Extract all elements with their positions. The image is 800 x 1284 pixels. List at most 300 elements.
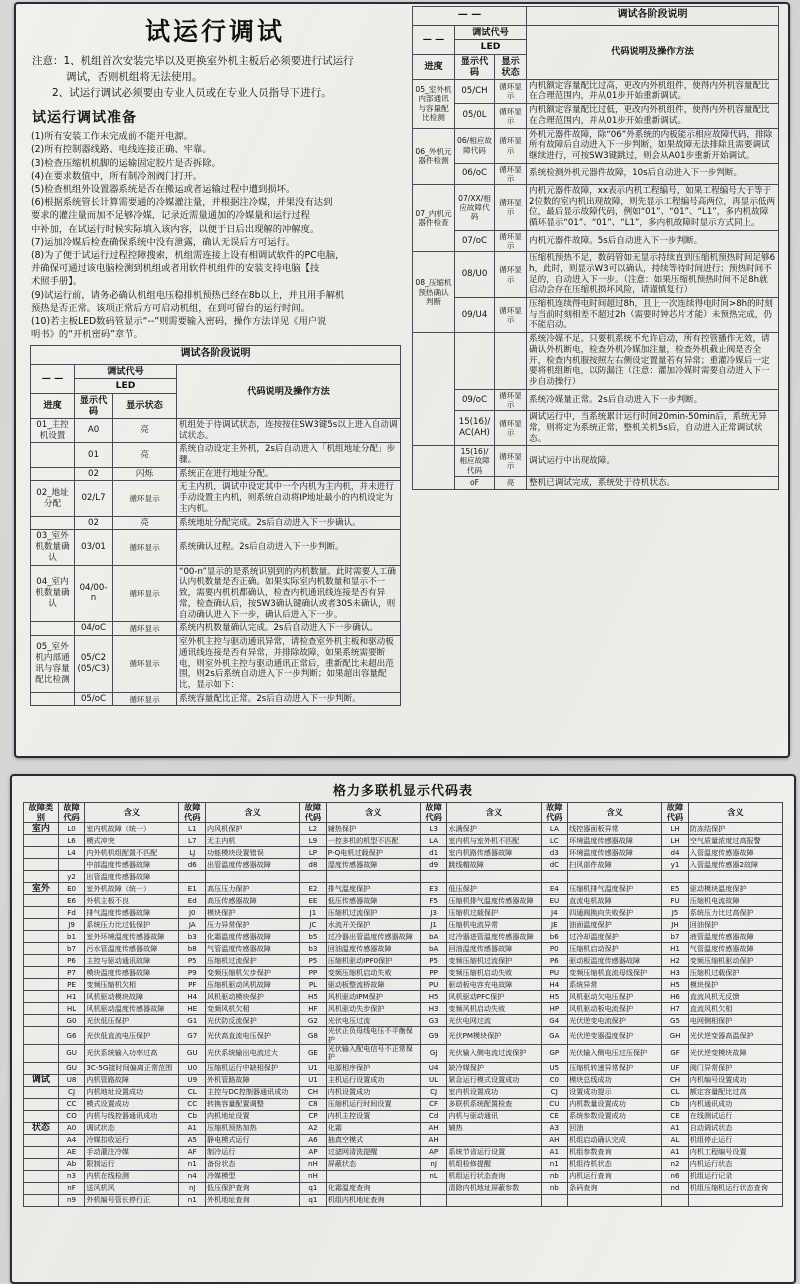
- prep-line: 中补加，在试运行时候实际填入该内容，以便于日后出现解的冲解度。: [31, 223, 320, 235]
- cell-code: J4: [541, 907, 568, 919]
- cell-meaning: 内机数量设置成功: [568, 1098, 662, 1110]
- cell-meaning: 静电模式运行: [206, 1134, 300, 1146]
- cell-meaning: 限制运行: [85, 1158, 179, 1170]
- cell-code: P5: [420, 955, 447, 967]
- cell-code: G4: [541, 1015, 568, 1027]
- cell-desc: 内机元器件故障。5s后自动进入下一步判断。: [527, 230, 779, 251]
- cell-meaning: 变频压缩机过流保护: [447, 955, 541, 967]
- cell-category: [24, 1003, 59, 1015]
- cell-code: GU: [179, 1045, 206, 1063]
- cell-desc: 内机额定容量配比过高，更改内外机组件，使得内外机容量配比在合理范围内，并从01步开始重新调试。: [527, 79, 779, 103]
- cell-stage: 07_内机元器件检查: [413, 184, 455, 251]
- cell-state: 循环显示: [495, 230, 527, 251]
- table-row: [24, 1062, 783, 1074]
- cell-code: LA: [541, 823, 568, 835]
- cell-meaning: 污水管温度传感器故障: [85, 943, 179, 955]
- table-row: [413, 252, 779, 298]
- cell-meaning: 高压压力保护: [206, 883, 300, 895]
- cell-state: 循环显示: [495, 446, 527, 476]
- cell-meaning: 系统节省运行设置: [447, 1146, 541, 1158]
- table-row: [24, 1146, 783, 1158]
- cell-state: 循环显示: [113, 636, 177, 693]
- cell-code: JC: [300, 919, 327, 931]
- col-header-code: 调试代号: [455, 25, 527, 40]
- cell-category: [24, 871, 59, 883]
- cell-code: CL: [179, 1086, 206, 1098]
- cell-code: H1: [58, 991, 85, 1003]
- cell-code: A1: [179, 1122, 206, 1134]
- cell-code: J3: [420, 907, 447, 919]
- cell-code: AP: [300, 1146, 327, 1158]
- prep-line: (5)检查机组外设置器系统是否在搬运或者运输过程中遭到损坏。: [31, 184, 296, 195]
- col-header-code: 故障代码: [179, 803, 206, 823]
- cell-state: 循环显示: [113, 481, 177, 516]
- cell-meaning: 电源相序保护: [326, 1062, 420, 1074]
- cell-category: [24, 955, 59, 967]
- cell-meaning: 系统参数设置成功: [568, 1110, 662, 1122]
- cell-code: P7: [58, 967, 85, 979]
- cell-meaning: 模块保护: [206, 907, 300, 919]
- cell-meaning: 辅热保护: [326, 823, 420, 835]
- cell-meaning: 机组检修提醒: [447, 1158, 541, 1170]
- table-row: [31, 467, 401, 481]
- cell-code: CL: [662, 1086, 689, 1098]
- table-row: [413, 163, 779, 184]
- cell-meaning: 室外环境温度传感器故障: [85, 931, 179, 943]
- cell-meaning: 内机设置成功: [326, 1086, 420, 1098]
- cell-code: H3: [420, 1003, 447, 1015]
- cell-code: 02: [75, 467, 113, 481]
- cell-code: G3: [420, 1015, 447, 1027]
- table-row: [24, 895, 783, 907]
- cell-category: [24, 1086, 59, 1098]
- cell-category: [24, 1194, 59, 1206]
- cell-category: [24, 1062, 59, 1074]
- cell-code: H4: [541, 979, 568, 991]
- cell-code: JA: [179, 919, 206, 931]
- cell-meaning: 排气温度传感器故障: [85, 907, 179, 919]
- cell-meaning: 化霜温度查询: [326, 1182, 420, 1194]
- cell-code: [300, 871, 327, 883]
- cell-code: G1: [179, 1015, 206, 1027]
- cell-code: G9: [420, 1027, 447, 1045]
- cell-meaning: 转换容量配置调整: [206, 1098, 300, 1110]
- cell-code: L0: [58, 823, 85, 835]
- cell-meaning: 室内机故障（统一）: [85, 823, 179, 835]
- cell-meaning: 内机运行查询: [568, 1170, 662, 1182]
- cell-code: G8: [300, 1027, 327, 1045]
- cell-meaning: 驱动板整流桥故障: [326, 979, 420, 991]
- prep-line: (2)所有控制器线路、电线连接正确、牢靠。: [31, 144, 212, 156]
- cell-code: GF: [662, 1045, 689, 1063]
- cell-meaning: 外机主板不良: [85, 895, 179, 907]
- cell-meaning: 水满保护: [447, 823, 541, 835]
- cell-meaning: [447, 871, 541, 883]
- prep-line: 要求的灌注量而加不足够冷媒，记录近需量通加的冷媒量和运行过程: [31, 210, 310, 222]
- cell-code: H5: [662, 979, 689, 991]
- cell-code: 02: [75, 516, 113, 530]
- cell-stage: [31, 692, 75, 706]
- cell-category: [24, 847, 59, 859]
- cell-code: E3: [420, 883, 447, 895]
- table-row: [24, 823, 783, 835]
- col-header-dash: — —: [31, 364, 75, 393]
- cell-meaning: 光伏输入侧电流过流保护: [447, 1045, 541, 1063]
- table-row: [31, 516, 401, 530]
- prep-line: (10)若主板LED数码管显示“--”则需要输入密码，操作方法详见《用户说: [31, 315, 327, 327]
- table-row: [24, 991, 783, 1003]
- cell-meaning: 高压传感器故障: [206, 895, 300, 907]
- cell-meaning: 紧急运行模式设置成功: [447, 1074, 541, 1086]
- cell-category: [24, 1158, 59, 1170]
- cell-state: 循环显示: [495, 252, 527, 298]
- cell-code: PU: [541, 967, 568, 979]
- cell-meaning: 过滤网清洗提醒: [326, 1146, 420, 1158]
- cell-desc: 系统内机数量确认完成。2s后自动进入下一步确认。: [177, 622, 401, 636]
- cell-meaning: 压缩机启动保护: [568, 943, 662, 955]
- cell-state: 循环显示: [495, 389, 527, 410]
- table-row: [24, 1045, 783, 1063]
- cell-meaning: [568, 1194, 662, 1206]
- table-row: [31, 418, 401, 442]
- error-code-table: [23, 802, 783, 1207]
- cell-code: bA: [420, 943, 447, 955]
- cell-meaning: 送风机风: [85, 1182, 179, 1194]
- cell-desc: 外机元器件故障，除“06”外系统的内板能示相应故障代码，排除所有故障后自动进入下一步判断，如果故障无法排除且需要调试继续进行，可按SW3键跳过，则会从A01步重新开始调试。: [527, 128, 779, 163]
- table-row: [413, 104, 779, 128]
- cell-code: nb: [541, 1170, 568, 1182]
- cell-code: n9: [58, 1194, 85, 1206]
- cell-code: nH: [300, 1170, 327, 1182]
- cell-meaning: 在线测试运行: [688, 1110, 782, 1122]
- col-header-code: 故障代码: [58, 803, 85, 823]
- cell-meaning: 光伏输入侧电压过压保护: [568, 1045, 662, 1063]
- cell-meaning: 扫风部件故障: [568, 859, 662, 871]
- cell-category: [24, 943, 59, 955]
- cell-code: PL: [300, 979, 327, 991]
- prep-line: 明书》的“开机密码”章节。: [31, 329, 143, 341]
- cell-code: y2: [58, 871, 85, 883]
- col-header-led: LED: [75, 379, 177, 394]
- cell-code: L2: [300, 823, 327, 835]
- prep-block: [31, 130, 400, 341]
- table-caption: 调试各阶段说明: [31, 346, 401, 365]
- cell-meaning: 变频压缩机直流母线保护: [568, 967, 662, 979]
- cell-meaning: 风机驱动模块保护: [206, 991, 300, 1003]
- cell-code: nd: [662, 1182, 689, 1194]
- cell-code: P0: [541, 943, 568, 955]
- cell-meaning: 机组运行记录: [688, 1170, 782, 1182]
- cell-code: AE: [58, 1146, 85, 1158]
- cell-code: [541, 871, 568, 883]
- cell-code: GA: [541, 1027, 568, 1045]
- cell-code: L4: [58, 847, 85, 859]
- cell-code: E6: [58, 895, 85, 907]
- cell-meaning: 中部温度传感器故障: [85, 859, 179, 871]
- cell-code: EU: [541, 895, 568, 907]
- cell-meaning: 变频压缩机启动失败: [447, 967, 541, 979]
- debug-stage-table-left: [30, 345, 401, 706]
- cell-meaning: 模块总线成功: [568, 1074, 662, 1086]
- table-row: [24, 943, 783, 955]
- table-row: [24, 1015, 783, 1027]
- cell-code: n1: [179, 1158, 206, 1170]
- cell-stage: 06_外机元器件检测: [413, 128, 455, 184]
- table-row: [24, 1098, 783, 1110]
- table-row: [413, 411, 779, 446]
- notice-line: 2、试运行调试必须要由专业人员或在专业人员指导下进行。: [52, 86, 332, 99]
- cell-code: CH: [662, 1074, 689, 1086]
- cell-code: Fd: [58, 907, 85, 919]
- cell-code: JH: [662, 919, 689, 931]
- table-row: [413, 298, 779, 333]
- col-header-code: 故障代码: [300, 803, 327, 823]
- table-row: [413, 79, 779, 103]
- cell-code: JE: [541, 919, 568, 931]
- prep-line: 预热是否正常。该项正常后方可启动机组，在到可留台的运行时间。: [31, 302, 310, 314]
- cell-stage: [31, 443, 75, 467]
- cell-meaning: 变频压缩机启动失败: [326, 967, 420, 979]
- cell-meaning: 光伏电压过流: [326, 1015, 420, 1027]
- cell-meaning: [447, 1134, 541, 1146]
- cell-category: [24, 895, 59, 907]
- cell-code: 01: [75, 443, 113, 467]
- col-header-meaning: 含义: [568, 803, 662, 823]
- cell-state: 循环显示: [495, 104, 527, 128]
- table-row: [24, 883, 783, 895]
- cell-meaning: 内机主控设置: [326, 1110, 420, 1122]
- cell-meaning: 压缩机电流故障: [688, 895, 782, 907]
- cell-stage: 02_地址分配: [31, 481, 75, 516]
- cell-code: CO: [58, 1110, 85, 1122]
- code-table-header-row: [24, 803, 783, 823]
- cell-meaning: 内机在线检测: [85, 1170, 179, 1182]
- cell-meaning: 模式冲突: [85, 835, 179, 847]
- cell-meaning: 室内机与室外机不匹配: [447, 835, 541, 847]
- cell-code: n1: [179, 1194, 206, 1206]
- cell-code: 08/U0: [455, 252, 495, 298]
- col-header-category: 故障类别: [24, 803, 59, 823]
- cell-state: 循环显示: [495, 411, 527, 446]
- cell-category: [24, 1146, 59, 1158]
- cell-code: b7: [58, 943, 85, 955]
- cell-state: 循环显示: [495, 163, 527, 184]
- cell-meaning: 变频压缩机欠步保护: [206, 967, 300, 979]
- cell-state: [495, 333, 527, 390]
- cell-code: d3: [541, 847, 568, 859]
- cell-code: LH: [662, 823, 689, 835]
- col-header-meaning: 含义: [326, 803, 420, 823]
- cell-state: 亮: [113, 516, 177, 530]
- table-row: [24, 1003, 783, 1015]
- cell-code: b1: [58, 931, 85, 943]
- cell-category: 状态: [24, 1122, 59, 1134]
- cell-code: n3: [58, 1170, 85, 1182]
- cell-meaning: 环境温度传感器故障: [568, 847, 662, 859]
- cell-code: L6: [58, 835, 85, 847]
- prep-line: (3)检查压缩机机脚的运输固定胶片是否拆除。: [31, 157, 221, 169]
- cell-meaning: 光伏电网过流: [447, 1015, 541, 1027]
- prep-line: (4)在要求数值中，所有制冷剂阀门打开。: [31, 170, 203, 182]
- prep-heading: 试运行调试准备: [32, 110, 137, 127]
- cell-code: 04/00-n: [75, 565, 113, 622]
- cell-desc: 压缩机预热不足，数码管如无显示持续直到压缩机预热时间足够6h，此时，则显示W3可以确认，持续等待时间进行；预热时间不足的，自动进入下一步。（注意：如果压缩机预热时间不足8h就启动会存在压缩机损坏风险，请谨慎复行）: [527, 252, 779, 298]
- col-header-led: LED: [455, 40, 527, 55]
- cell-code: H1: [662, 943, 689, 955]
- cell-code: G0: [58, 1015, 85, 1027]
- cell-code: A0: [75, 418, 113, 442]
- cell-meaning: 机组启动确认完成: [568, 1134, 662, 1146]
- cell-code: AH: [420, 1134, 447, 1146]
- cell-desc: 机组处于待调试状态，连按按住SW3键5s以上进入自动调试状态。: [177, 418, 401, 442]
- cell-code: L7: [179, 835, 206, 847]
- cell-meaning: 电网侧相保护: [688, 1015, 782, 1027]
- cell-meaning: 屏蔽状态: [326, 1158, 420, 1170]
- cell-meaning: 辅热: [447, 1122, 541, 1134]
- cell-desc: 系统容量配比正常。2s后自动进入下一步判断。: [177, 692, 401, 706]
- col-header-dash: — —: [413, 25, 455, 54]
- cell-code: CE: [662, 1110, 689, 1122]
- cell-code: UL: [420, 1074, 447, 1086]
- cell-code: y1: [662, 859, 689, 871]
- cell-code: CE: [541, 1110, 568, 1122]
- table-row: [31, 481, 401, 516]
- cell-state: 亮: [113, 443, 177, 467]
- cell-meaning: 气管温度传感器故障: [688, 943, 782, 955]
- cell-meaning: 四通阀换向失败保护: [568, 907, 662, 919]
- cell-meaning: 入管温度传感器2故障: [688, 859, 782, 871]
- cell-meaning: 压缩机电流异常: [447, 919, 541, 931]
- table-row: [413, 184, 779, 230]
- cell-meaning: 变频风机启动失败: [447, 1003, 541, 1015]
- cell-meaning: 机组待机状态: [568, 1158, 662, 1170]
- cell-code: U1: [300, 1074, 327, 1086]
- cell-category: [24, 907, 59, 919]
- cell-meaning: 内机通讯成功: [688, 1098, 782, 1110]
- cell-code: P5: [300, 955, 327, 967]
- cell-category: 调试: [24, 1074, 59, 1086]
- cell-meaning: 低压保护: [447, 883, 541, 895]
- cell-meaning: 变频风机欠相: [206, 1003, 300, 1015]
- cell-meaning: 风机驱动欠电压保护: [568, 991, 662, 1003]
- cell-meaning: 水流开关保护: [326, 919, 420, 931]
- cell-meaning: 功能模块设置错误: [206, 847, 300, 859]
- col-header-desc: 代码说明及操作方法: [527, 25, 779, 79]
- cell-desc: 系统正在进行地址分配。: [177, 467, 401, 481]
- cell-code: G7: [179, 1027, 206, 1045]
- cell-meaning: 主控与DC控制器通讯成功: [206, 1086, 300, 1098]
- cell-code: E0: [58, 883, 85, 895]
- cell-code: CJ: [58, 1086, 85, 1098]
- cell-meaning: 压缩机运行时间设置: [326, 1098, 420, 1110]
- cell-meaning: 系统压力比过高保护: [688, 907, 782, 919]
- cell-code: A4: [58, 1134, 85, 1146]
- cell-meaning: 线控器面板异常: [568, 823, 662, 835]
- cell-meaning: 主控与驱动通讯故障: [85, 955, 179, 967]
- col-header-disp-code: 显示代码: [75, 393, 113, 418]
- cell-meaning: 模式设置成功: [85, 1098, 179, 1110]
- prep-line: (1)所有安装工作未完成前不能开电源。: [31, 131, 193, 143]
- cell-meaning: [206, 871, 300, 883]
- cell-code: J9: [58, 919, 85, 931]
- cell-meaning: 光伏逆变器高温保护: [688, 1027, 782, 1045]
- cell-meaning: 过冷器进管温度传感器故障: [447, 931, 541, 943]
- cell-stage: [31, 467, 75, 481]
- cell-meaning: [688, 871, 782, 883]
- table-caption-left-dash: — —: [413, 7, 527, 26]
- cell-code: P6: [541, 955, 568, 967]
- cell-meaning: 内外机机组配置不匹配: [85, 847, 179, 859]
- cell-meaning: 压力异常保护: [206, 919, 300, 931]
- cell-stage: 08_压缩机预热确认判断: [413, 252, 455, 333]
- cell-state: 循环显示: [495, 79, 527, 103]
- cell-meaning: 模块温度传感器故障: [85, 967, 179, 979]
- cell-meaning: 直流电机故障: [568, 895, 662, 907]
- cell-code: AH: [541, 1134, 568, 1146]
- cell-code: 07/XX/相应故障代码: [455, 184, 495, 230]
- cell-code: bA: [420, 931, 447, 943]
- cell-meaning: 回油温度传感器故障: [447, 943, 541, 955]
- cell-desc: 整机已调试完成，系统处于待机状态。: [527, 476, 779, 490]
- cell-meaning: 内风机保护: [206, 823, 300, 835]
- cell-stage: 05_室外机内部通讯与容量配比检测: [413, 79, 455, 128]
- cell-code: LH: [662, 835, 689, 847]
- cell-code: EE: [300, 895, 327, 907]
- cell-code: L9: [300, 835, 327, 847]
- cell-code: d4: [662, 847, 689, 859]
- cell-category: [24, 991, 59, 1003]
- cell-category: [24, 859, 59, 871]
- cell-code: [420, 871, 447, 883]
- cell-meaning: 压缩机转速异常保护: [568, 1062, 662, 1074]
- table-row: [24, 907, 783, 919]
- cell-state: 循环显示: [113, 530, 177, 565]
- cell-meaning: 风机驱动模块故障: [85, 991, 179, 1003]
- cell-meaning: 入管温度传感器故障: [688, 847, 782, 859]
- service-manual-top-card: [14, 2, 790, 758]
- cell-code: 02/L7: [75, 481, 113, 516]
- cell-code: 04/oC: [75, 622, 113, 636]
- table-row: [24, 931, 783, 943]
- col-header-meaning: 含义: [85, 803, 179, 823]
- cell-code: H5: [420, 991, 447, 1003]
- cell-code: E5: [662, 883, 689, 895]
- cell-desc: 调试运行中出现故障。: [527, 446, 779, 476]
- cell-code: [662, 871, 689, 883]
- prep-line: (6)根据系统管长计算需要通的冷媒灌注量，并根据注冷媒，并果没有达到: [31, 197, 333, 209]
- cell-meaning: [688, 1194, 782, 1206]
- cell-meaning: 光伏低直流电压保护: [85, 1027, 179, 1045]
- cell-code: 09/U4: [455, 298, 495, 333]
- cell-code: AF: [179, 1146, 206, 1158]
- cell-desc: 无主内机，调试中设定其中一个内机为主内机，并未进行手动设置主内机，则系统自动将IP地址最小的内机设定为主内机。: [177, 481, 401, 516]
- cell-stage: [31, 516, 75, 530]
- cell-code: U0: [179, 1062, 206, 1074]
- cell-desc: 系统地址分配完成。2s后自动进入下一步确认。: [177, 516, 401, 530]
- cell-code: E1: [179, 883, 206, 895]
- top-left-column: [30, 8, 400, 706]
- cell-state: 循环显示: [495, 298, 527, 333]
- cell-state: 循环显示: [495, 184, 527, 230]
- cell-code: HE: [179, 1003, 206, 1015]
- cell-category: [24, 1134, 59, 1146]
- cell-code: n6: [662, 1170, 689, 1182]
- cell-code: CF: [420, 1098, 447, 1110]
- cell-code: b8: [179, 943, 206, 955]
- cell-meaning: 备份状态: [206, 1158, 300, 1170]
- table-row: [31, 636, 401, 693]
- table-row: [24, 979, 783, 991]
